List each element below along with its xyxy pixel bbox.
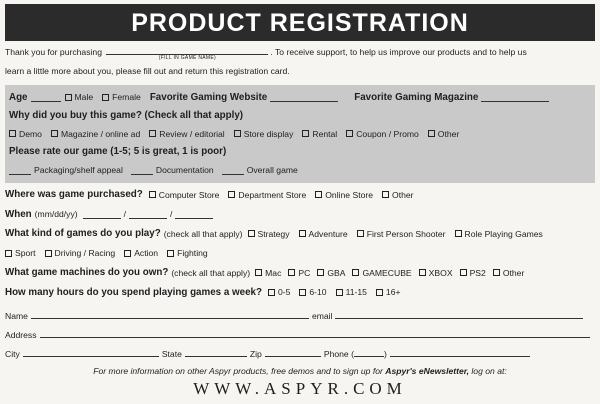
department-store-checkbox[interactable] — [228, 191, 235, 198]
why-other-label: Other — [437, 128, 460, 139]
purchase-other-label: Other — [392, 189, 414, 200]
intro-text — [5, 43, 595, 81]
purchase-label: Where was game purchased? — [5, 189, 143, 201]
hours-option-11-15[interactable] — [336, 287, 367, 297]
game-name-hint: (FILL IN GAME NAME) — [158, 55, 216, 61]
game-types-row-2 — [5, 244, 595, 264]
store-display-checkbox[interactable] — [234, 130, 241, 137]
game-types-label: What kind of games do you play? — [5, 228, 161, 240]
why-option-magazine[interactable] — [51, 129, 140, 139]
when-day-field[interactable] — [129, 209, 167, 219]
address-row — [5, 321, 595, 340]
sport-checkbox[interactable] — [5, 250, 12, 257]
female-checkbox[interactable] — [102, 94, 109, 101]
gamecube-label: GAMECUBE — [362, 267, 412, 278]
machines-note: (check all that apply) — [171, 267, 251, 278]
hours-option-6-10[interactable] — [299, 287, 326, 297]
zip-field[interactable] — [265, 347, 321, 357]
footer-before: For more information on other Aspyr products, free demos and to sign up for — [93, 366, 386, 376]
hours-option-16-plus[interactable] — [376, 287, 401, 297]
intro-after: . To receive support, to help us improve our products and to help us — [270, 47, 527, 57]
hours-11-15-label: 11-15 — [345, 287, 367, 298]
male-label: Male — [74, 92, 94, 102]
intro-line2: learn a little more about you, please fill out and return this registration card. — [5, 66, 290, 76]
game-name-field[interactable] — [106, 45, 268, 61]
when-label: When — [5, 208, 32, 220]
state-field[interactable] — [185, 347, 247, 357]
machine-other-checkbox[interactable] — [493, 269, 500, 276]
details-section — [5, 183, 595, 359]
machine-gba[interactable] — [317, 268, 345, 278]
why-option-other[interactable] — [428, 129, 460, 139]
rate-label: Please rate our game (1-5; 5 is great, 1 is poor) — [9, 146, 227, 157]
address-field[interactable] — [40, 328, 590, 338]
why-options-row — [9, 124, 591, 143]
when-row — [5, 205, 595, 225]
game-types-note: (check all that apply) — [163, 228, 243, 239]
game-type-driving[interactable] — [45, 248, 116, 258]
xbox-label: XBOX — [428, 267, 453, 278]
hours-16-plus-label: 16+ — [385, 287, 401, 298]
city-row — [5, 340, 595, 359]
fighting-label: Fighting — [177, 248, 208, 259]
game-type-sport[interactable] — [5, 248, 36, 258]
machines-label: What game machines do you own? — [5, 267, 169, 279]
purchase-option-department-store[interactable] — [228, 190, 306, 200]
why-option-review[interactable] — [149, 129, 224, 139]
driving-label: Driving / Racing — [54, 248, 116, 259]
computer-store-checkbox[interactable] — [149, 191, 156, 198]
strategy-label: Strategy — [257, 228, 290, 239]
gba-label: GBA — [327, 267, 346, 278]
page-title: PRODUCT REGISTRATION — [5, 4, 595, 41]
email-label: email — [311, 311, 333, 321]
rental-checkbox[interactable] — [302, 130, 309, 137]
purchase-option-online-store[interactable] — [315, 190, 373, 200]
rate-items-row — [9, 160, 591, 180]
rpg-label: Role Playing Games — [464, 228, 543, 239]
hours-16-plus-checkbox[interactable] — [376, 289, 383, 296]
game-type-fighting[interactable] — [167, 248, 208, 258]
state-label: State — [161, 349, 182, 359]
gba-checkbox[interactable] — [317, 269, 324, 276]
date-separator-2: / — [170, 209, 173, 220]
when-format: (mm/dd/yy) — [34, 209, 78, 220]
rate-overall-field[interactable] — [222, 165, 244, 175]
hours-0-5-checkbox[interactable] — [268, 289, 275, 296]
machine-other-label: Other — [502, 267, 525, 278]
strategy-checkbox[interactable] — [248, 230, 255, 237]
when-month-field[interactable] — [83, 209, 121, 219]
coupon-checkbox[interactable] — [346, 130, 353, 137]
ps2-label: PS2 — [469, 267, 486, 278]
coupon-label: Coupon / Promo — [356, 128, 419, 139]
machine-ps2[interactable] — [460, 268, 486, 278]
rental-label: Rental — [312, 128, 338, 139]
demo-checkbox[interactable] — [9, 130, 16, 137]
why-option-demo[interactable] — [9, 129, 42, 139]
city-label: City — [5, 349, 20, 359]
zip-label: Zip — [249, 349, 262, 359]
online-store-checkbox[interactable] — [315, 191, 322, 198]
age-label: Age — [9, 91, 28, 103]
review-checkbox[interactable] — [149, 130, 156, 137]
footer-after: log on at: — [469, 366, 507, 376]
why-option-rental[interactable] — [302, 129, 337, 139]
magazine-checkbox[interactable] — [51, 130, 58, 137]
driving-checkbox[interactable] — [45, 250, 52, 257]
fav-website-label: Favorite Gaming Website — [149, 91, 268, 103]
website-url[interactable]: WWW.ASPYR.COM — [193, 379, 407, 398]
when-year-field[interactable] — [175, 209, 213, 219]
footer-text — [5, 366, 595, 376]
adventure-label: Adventure — [308, 228, 348, 239]
address-label: Address — [5, 330, 37, 340]
newsletter-label: Aspyr's eNewsletter, — [385, 366, 469, 376]
mac-label: Mac — [265, 267, 282, 278]
adventure-checkbox[interactable] — [299, 230, 306, 237]
gamecube-checkbox[interactable] — [352, 269, 359, 276]
registration-card — [0, 4, 600, 404]
game-type-rpg[interactable] — [455, 229, 543, 239]
gender-male-option[interactable] — [65, 92, 94, 102]
game-type-adventure[interactable] — [299, 229, 348, 239]
rate-packaging-label: Packaging/shelf appeal — [34, 165, 123, 175]
why-option-coupon[interactable] — [346, 129, 419, 139]
age-field[interactable] — [31, 92, 61, 102]
hours-0-5-label: 0-5 — [277, 287, 291, 298]
ps2-checkbox[interactable] — [460, 269, 467, 276]
phone-number-field[interactable] — [390, 347, 530, 357]
action-label: Action — [134, 248, 159, 259]
rate-documentation-label: Documentation — [155, 165, 214, 175]
game-type-strategy[interactable] — [248, 229, 290, 239]
rate-documentation-field[interactable] — [131, 165, 153, 175]
date-separator-1: / — [123, 209, 127, 220]
name-email-row — [5, 302, 595, 321]
hours-option-0-5[interactable] — [268, 287, 290, 297]
fps-label: First Person Shooter — [366, 228, 446, 239]
why-label: Why did you buy this game? (Check all that apply) — [9, 110, 244, 121]
rate-question-row — [9, 143, 591, 160]
purchase-option-computer-store[interactable] — [149, 190, 220, 200]
why-other-checkbox[interactable] — [428, 130, 435, 137]
hours-row — [5, 283, 595, 303]
machine-pc[interactable] — [288, 268, 310, 278]
email-field[interactable] — [335, 309, 583, 319]
gender-female-option[interactable] — [102, 92, 141, 102]
why-question-row — [9, 107, 591, 124]
hours-6-10-checkbox[interactable] — [299, 289, 306, 296]
rpg-checkbox[interactable] — [455, 230, 462, 237]
fav-magazine-field[interactable] — [481, 92, 549, 102]
store-display-label: Store display — [243, 128, 294, 139]
why-option-store-display[interactable] — [234, 129, 294, 139]
pc-label: PC — [298, 267, 311, 278]
demo-label: Demo — [19, 128, 42, 139]
mac-checkbox[interactable] — [255, 269, 262, 276]
rate-overall-label: Overall game — [246, 165, 298, 175]
sport-label: Sport — [15, 248, 36, 259]
phone-close-paren: ) — [383, 349, 387, 359]
purchase-option-other[interactable] — [382, 190, 414, 200]
survey-section — [5, 85, 595, 183]
intro-before: Thank you for purchasing — [5, 47, 102, 57]
hours-6-10-label: 6-10 — [309, 287, 327, 298]
rate-packaging-field[interactable] — [9, 165, 31, 175]
name-field[interactable] — [31, 309, 309, 319]
city-field[interactable] — [23, 347, 159, 357]
phone-label: Phone ( — [323, 349, 354, 359]
fps-checkbox[interactable] — [357, 230, 364, 237]
name-label: Name — [5, 311, 28, 321]
male-checkbox[interactable] — [65, 94, 72, 101]
purchase-row — [5, 185, 595, 205]
online-store-label: Online Store — [325, 189, 374, 200]
machine-mac[interactable] — [255, 268, 281, 278]
game-type-fps[interactable] — [357, 229, 446, 239]
phone-area-code-field[interactable] — [354, 347, 384, 357]
xbox-checkbox[interactable] — [419, 269, 426, 276]
fav-website-field[interactable] — [270, 92, 338, 102]
machine-gamecube[interactable] — [352, 268, 411, 278]
machine-xbox[interactable] — [419, 268, 453, 278]
magazine-label: Magazine / online ad — [60, 128, 141, 139]
pc-checkbox[interactable] — [288, 269, 295, 276]
action-checkbox[interactable] — [124, 250, 131, 257]
hours-label: How many hours do you spend playing games a week? — [5, 286, 262, 298]
machine-other[interactable] — [493, 268, 525, 278]
purchase-other-checkbox[interactable] — [382, 191, 389, 198]
department-store-label: Department Store — [238, 189, 307, 200]
game-type-action[interactable] — [124, 248, 158, 258]
female-label: Female — [112, 92, 141, 102]
fav-magazine-label: Favorite Gaming Magazine — [354, 91, 479, 103]
hours-11-15-checkbox[interactable] — [336, 289, 343, 296]
computer-store-label: Computer Store — [158, 189, 220, 200]
fighting-checkbox[interactable] — [167, 250, 174, 257]
review-label: Review / editorial — [159, 128, 225, 139]
machines-row — [5, 263, 595, 283]
game-types-row — [5, 224, 595, 244]
age-row — [9, 87, 591, 107]
